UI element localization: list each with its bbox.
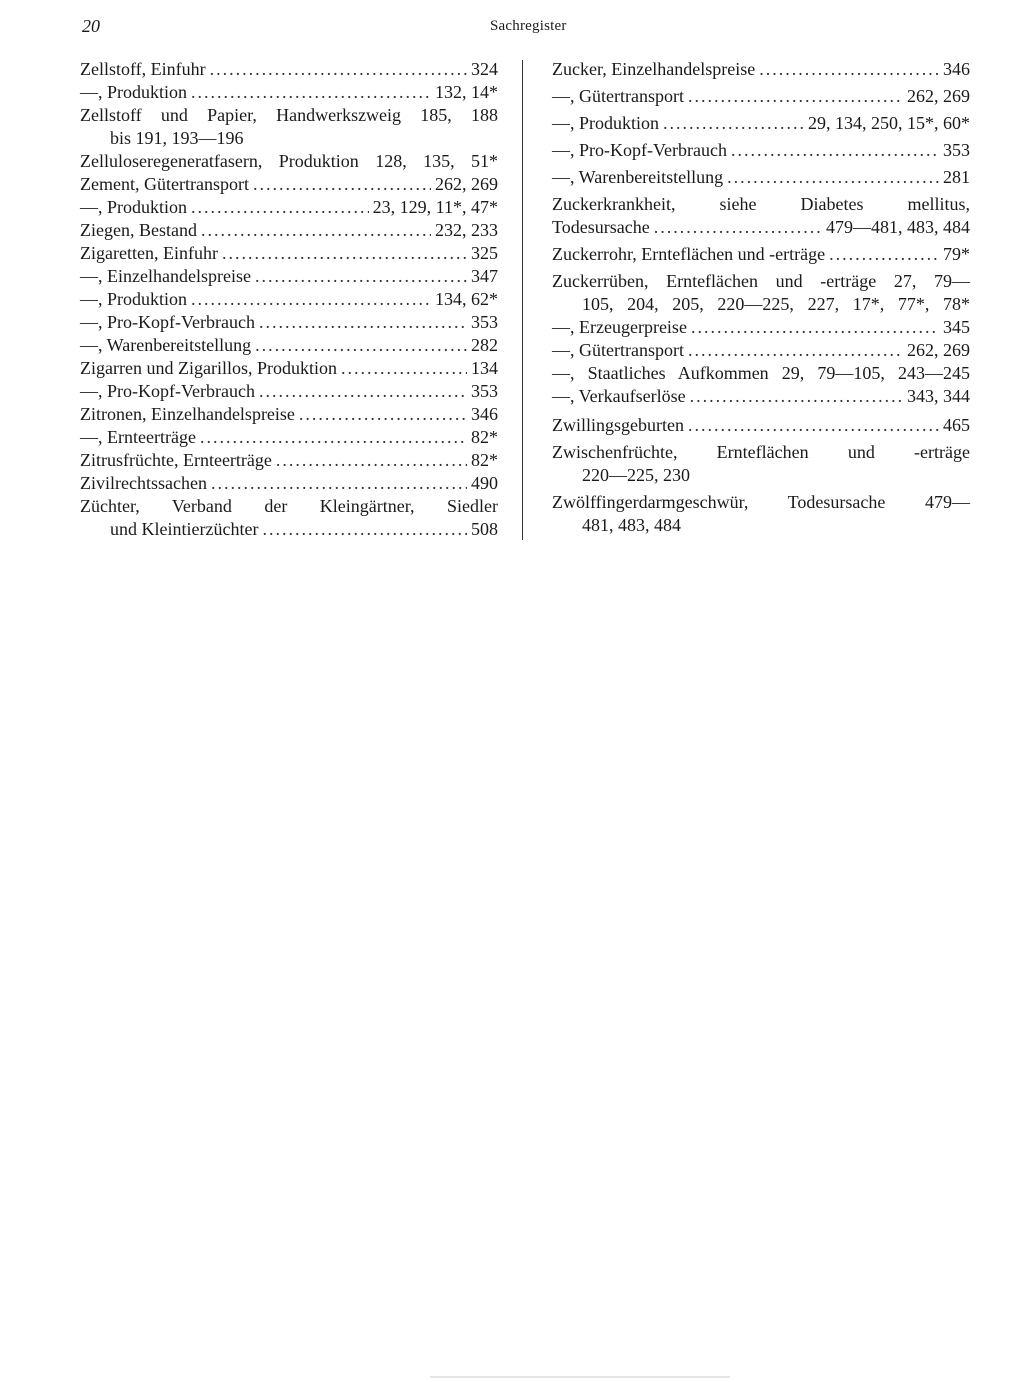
entry-continuation xyxy=(552,216,970,239)
page-number: 20 xyxy=(82,16,100,36)
entry-pages: 262, 269 xyxy=(907,340,970,360)
entry-term: —, Gütertransport xyxy=(552,86,684,106)
entry-pages: 343, 344 xyxy=(907,386,970,406)
entry-line: Zwischenfrüchte, Ernteflächen und -erträge xyxy=(552,442,970,462)
dot-leader xyxy=(688,85,903,108)
entry-term: —, Warenbereitstellung xyxy=(80,335,252,355)
entry-pages: 82* xyxy=(471,450,498,470)
entry-pages: 346 xyxy=(471,404,498,424)
entry-pages: 353 xyxy=(943,140,970,160)
entry-pages: 347 xyxy=(471,266,498,286)
entry-line: Zwölffingerdarmgeschwür, Todesursache 479— xyxy=(552,492,970,512)
entry-continuation: 220—225, 230 xyxy=(582,465,690,485)
index-entry xyxy=(80,380,498,403)
dot-leader xyxy=(829,243,939,266)
index-entry xyxy=(80,104,498,150)
scan-artifact xyxy=(430,1376,730,1378)
dot-leader xyxy=(654,216,822,239)
dot-leader xyxy=(191,288,431,311)
entry-continuation: bis 191, 193—196 xyxy=(110,128,244,148)
entry-term: —, Erzeugerpreise xyxy=(552,317,687,337)
index-entry xyxy=(552,85,970,108)
index-entry xyxy=(80,58,498,81)
dot-leader xyxy=(727,166,939,189)
entry-term: —, Einzelhandelspreise xyxy=(80,266,251,286)
dot-leader xyxy=(259,380,467,403)
dot-leader xyxy=(255,334,467,357)
entry-pages: 134, 62* xyxy=(435,289,498,309)
entry-term: Zwillingsgeburten xyxy=(552,415,684,435)
entry-term: —, Produktion xyxy=(552,113,660,133)
index-entry xyxy=(552,193,970,239)
entry-term: —, Produktion xyxy=(80,289,188,309)
index-entry xyxy=(80,403,498,426)
entry-pages: 134 xyxy=(471,358,498,378)
entry-pages: 23, 129, 11*, 47* xyxy=(372,197,498,217)
dot-leader xyxy=(299,403,467,426)
dot-leader xyxy=(191,196,369,219)
entry-term: Zellstoff, Einfuhr xyxy=(80,59,206,79)
entry-term: Ziegen, Bestand xyxy=(80,220,197,240)
index-entry xyxy=(80,150,498,173)
entry-term: —, Warenbereitstellung xyxy=(552,167,724,187)
entry-pages: 232, 233 xyxy=(435,220,498,240)
dot-leader xyxy=(259,311,467,334)
index-entry xyxy=(80,196,498,219)
dot-leader xyxy=(688,414,939,437)
entry-term: Zucker, Einzelhandelspreise xyxy=(552,59,756,79)
dot-leader xyxy=(255,265,467,288)
dot-leader xyxy=(222,242,467,265)
entry-line: —, Staatliches Aufkommen 29, 79—105, 243—245 xyxy=(552,363,970,383)
index-entry xyxy=(552,166,970,189)
dot-leader xyxy=(211,472,467,495)
index-column-left xyxy=(80,58,498,541)
index-entry xyxy=(552,58,970,81)
dot-leader xyxy=(201,219,431,242)
dot-leader xyxy=(210,58,467,81)
dot-leader xyxy=(253,173,431,196)
entry-term: Zitrusfrüchte, Ernteerträge xyxy=(80,450,272,470)
index-entry xyxy=(80,173,498,196)
index-entry xyxy=(552,414,970,437)
index-entry xyxy=(80,357,498,380)
entry-pages: 490 xyxy=(471,473,498,493)
entry-pages: 353 xyxy=(471,381,498,401)
entry-line: Züchter, Verband der Kleingärtner, Siedler xyxy=(80,496,498,516)
index-entry xyxy=(552,139,970,162)
entry-term: Zivilrechtssachen xyxy=(80,473,207,493)
entry-line: Zuckerrüben, Ernteflächen und -erträge 27, 79— xyxy=(552,271,970,291)
entry-pages: 325 xyxy=(471,243,498,263)
entry-term: —, Pro-Kopf-Verbrauch xyxy=(552,140,727,160)
dot-leader xyxy=(688,339,903,362)
index-entry xyxy=(80,242,498,265)
index-entry xyxy=(552,316,970,339)
entry-term: Zitronen, Einzelhandelspreise xyxy=(80,404,295,424)
entry-term: Zigaretten, Einfuhr xyxy=(80,243,218,263)
index-entry xyxy=(80,472,498,495)
index-entry xyxy=(552,362,970,385)
entry-continuation: 481, 483, 484 xyxy=(582,515,681,535)
entry-pages: 29, 134, 250, 15*, 60* xyxy=(808,113,970,133)
entry-pages: 345 xyxy=(943,317,970,337)
dot-leader xyxy=(276,449,467,472)
dot-leader xyxy=(663,112,804,135)
entry-pages: 262, 269 xyxy=(435,174,498,194)
index-entry xyxy=(552,243,970,266)
dot-leader xyxy=(200,426,467,449)
index-entry xyxy=(552,385,970,408)
dot-leader xyxy=(691,316,939,339)
entry-pages: 82* xyxy=(471,427,498,447)
index-entry xyxy=(80,334,498,357)
index-entry xyxy=(80,311,498,334)
entry-line: Zelluloseregeneratfasern, Produktion 128, 135, 51* xyxy=(80,151,498,171)
entry-pages: 353 xyxy=(471,312,498,332)
running-head: Sachregister xyxy=(490,18,567,34)
entry-term: —, Verkaufserlöse xyxy=(552,386,686,406)
dot-leader xyxy=(731,139,939,162)
entry-continuation: 105, 204, 205, 220—225, 227, 17*, 77*, 78* xyxy=(582,294,970,314)
dot-leader xyxy=(759,58,939,81)
index-entry xyxy=(80,426,498,449)
dot-leader xyxy=(262,518,467,541)
entry-pages: 281 xyxy=(943,167,970,187)
entry-term: Zigarren und Zigarillos, Produktion xyxy=(80,358,337,378)
entry-continuation xyxy=(80,518,498,541)
entry-pages: 282 xyxy=(471,335,498,355)
entry-pages: 132, 14* xyxy=(435,82,498,102)
entry-term: Zement, Gütertransport xyxy=(80,174,249,194)
index-column-right xyxy=(552,58,970,537)
entry-term: —, Produktion xyxy=(80,82,188,102)
entry-pages: 262, 269 xyxy=(907,86,970,106)
entry-term: —, Gütertransport xyxy=(552,340,684,360)
index-entry xyxy=(552,491,970,537)
entry-term: und Kleintierzüchter xyxy=(110,519,259,539)
index-entry xyxy=(80,449,498,472)
entry-pages: 508 xyxy=(471,519,498,539)
index-entry xyxy=(80,81,498,104)
entry-pages: 346 xyxy=(943,59,970,79)
entry-pages: 479—481, 483, 484 xyxy=(826,217,970,237)
index-entry xyxy=(552,112,970,135)
index-entry xyxy=(80,265,498,288)
entry-term: —, Produktion xyxy=(80,197,188,217)
entry-term: —, Pro-Kopf-Verbrauch xyxy=(80,312,255,332)
index-entry xyxy=(552,270,970,316)
entry-term: Zuckerrohr, Ernteflächen und -erträge xyxy=(552,244,826,264)
entry-line: Zellstoff und Papier, Handwerkszweig 185, 188 xyxy=(80,105,498,125)
index-entry xyxy=(80,288,498,311)
entry-line: Zuckerkrankheit, siehe Diabetes mellitus, xyxy=(552,194,970,214)
dot-leader xyxy=(191,81,431,104)
dot-leader xyxy=(341,357,467,380)
entry-pages: 324 xyxy=(471,59,498,79)
entry-pages: 465 xyxy=(943,415,970,435)
entry-term: —, Ernteerträge xyxy=(80,427,196,447)
index-entry xyxy=(80,495,498,541)
index-entry xyxy=(552,339,970,362)
entry-term: Todesursache xyxy=(552,217,650,237)
entry-pages: 79* xyxy=(943,244,970,264)
index-entry xyxy=(80,219,498,242)
dot-leader xyxy=(690,385,903,408)
entry-term: —, Pro-Kopf-Verbrauch xyxy=(80,381,255,401)
index-entry xyxy=(552,441,970,487)
column-divider xyxy=(522,60,523,540)
